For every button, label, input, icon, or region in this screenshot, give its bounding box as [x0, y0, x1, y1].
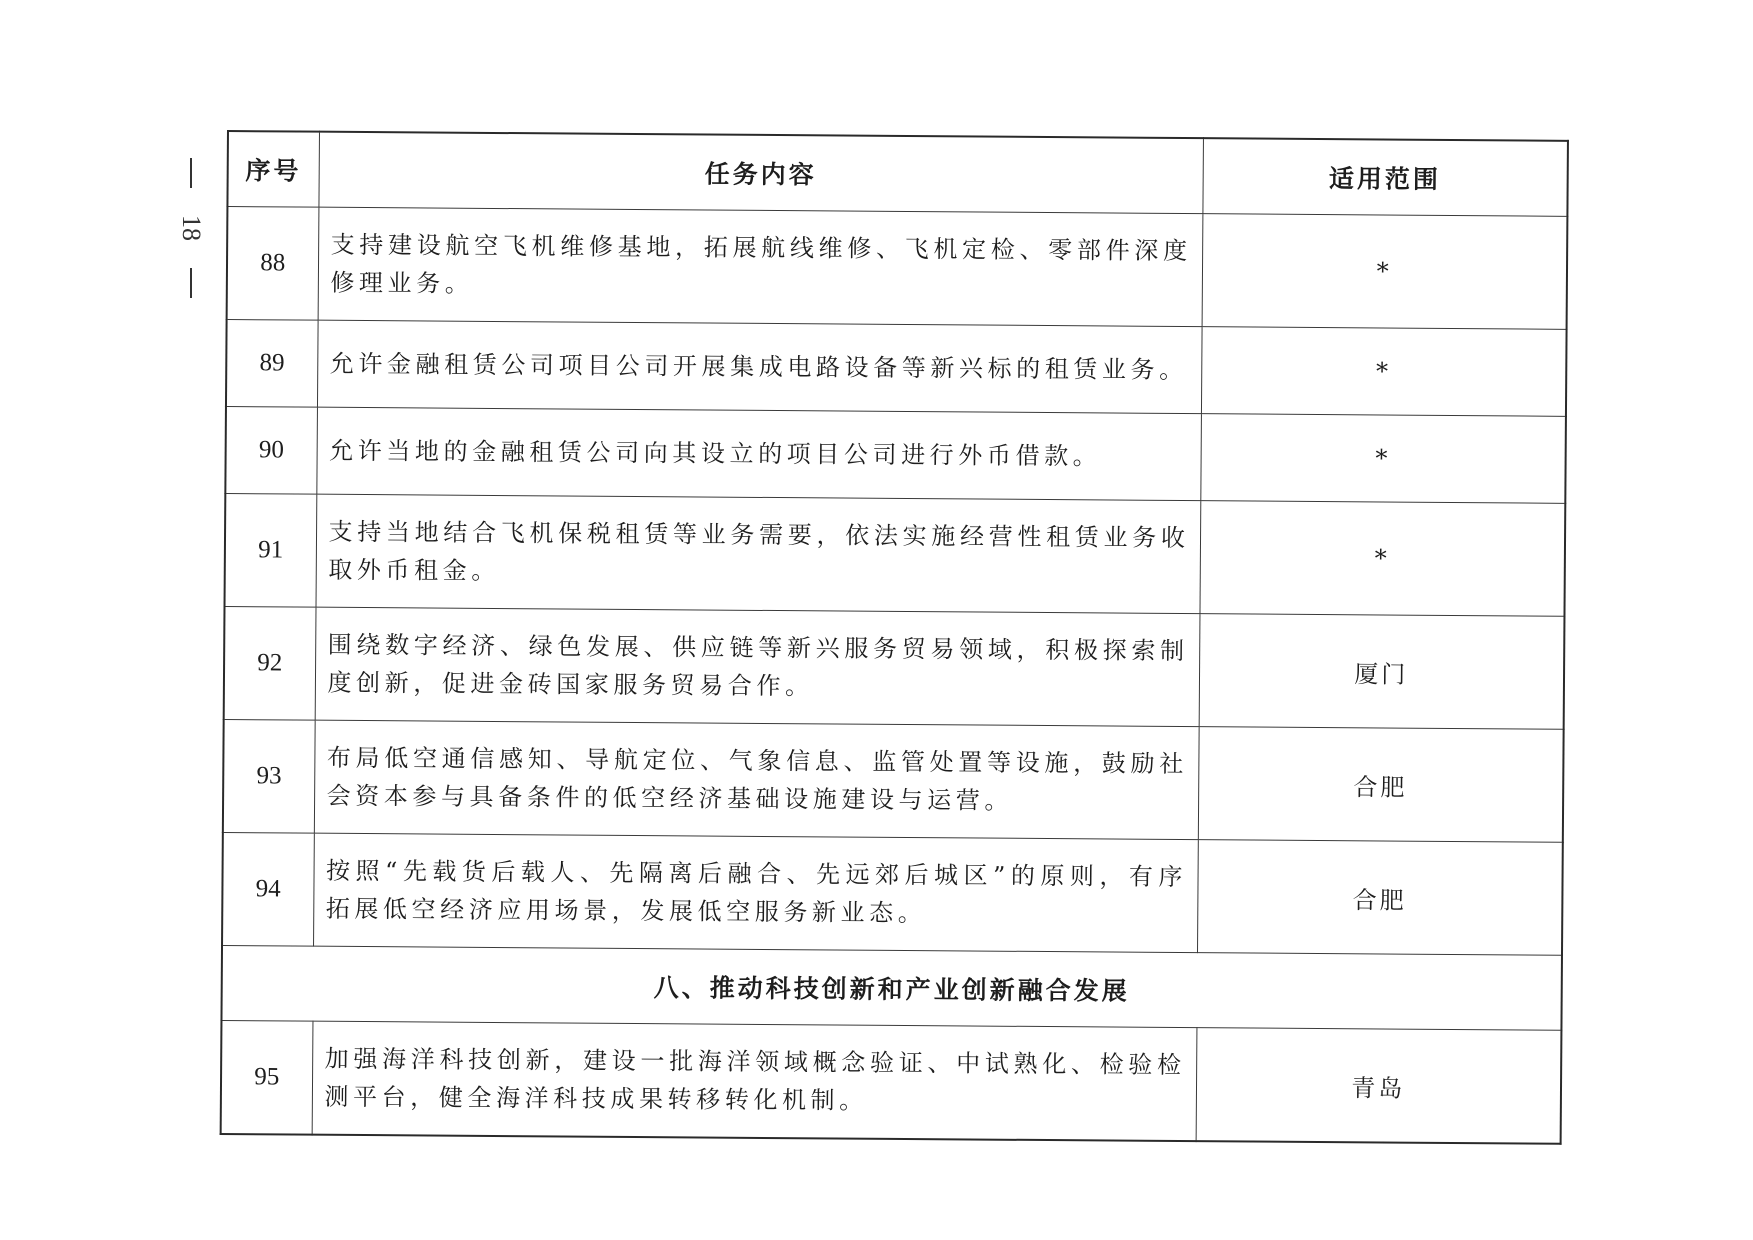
table-row [222, 832, 1563, 955]
row-task: 围绕数字经济、绿色发展、供应链等新兴服务贸易领域，积极探索制度创新，促进金砖国家服务贸易合作。 [315, 607, 1200, 726]
row-no: 91 [225, 493, 317, 607]
row-scope: * [1202, 214, 1568, 330]
row-scope: * [1201, 327, 1567, 417]
table-row [227, 207, 1568, 330]
row-task: 加强海洋科技创新，建设一批海洋领域概念验证、中试熟化、检验检测平台，健全海洋科技成果转移转化机制。 [312, 1021, 1197, 1141]
row-task: 支持当地结合飞机保税租赁等业务需要，依法实施经营性租赁业务收取外币租金。 [316, 494, 1201, 613]
table-header-row [227, 131, 1568, 216]
page-number-dash-top [190, 158, 192, 188]
page-number [176, 158, 206, 298]
header-no: 序号 [227, 131, 319, 207]
table-row [225, 406, 1566, 503]
row-scope: * [1199, 501, 1565, 617]
header-scope: 适用范围 [1202, 138, 1568, 216]
section-heading-row [221, 945, 1562, 1030]
row-no: 94 [222, 832, 314, 946]
row-no: 92 [224, 606, 316, 720]
page-number-dash-bottom [190, 268, 192, 298]
row-task: 允许当地的金融租赁公司向其设立的项目公司进行外币借款。 [316, 407, 1201, 500]
row-scope: 合肥 [1198, 727, 1564, 843]
row-no: 89 [226, 320, 318, 408]
row-scope: 合肥 [1197, 840, 1563, 956]
row-no: 88 [227, 207, 319, 321]
row-task: 支持建设航空飞机维修基地，拓展航线维修、飞机定检、零部件深度修理业务。 [318, 207, 1203, 326]
row-task: 布局低空通信感知、导航定位、气象信息、监管处置等设施，鼓励社会资本参与具备条件的低空经济基础设施建设与运营。 [314, 720, 1199, 839]
header-task: 任务内容 [318, 132, 1203, 214]
task-table-wrapper [220, 130, 1567, 1145]
table-row [225, 493, 1566, 616]
table-row [224, 606, 1565, 729]
row-no: 90 [225, 406, 317, 494]
row-scope: 厦门 [1199, 614, 1565, 730]
row-no: 95 [221, 1020, 313, 1134]
table-row [223, 719, 1564, 842]
row-no: 93 [223, 719, 315, 833]
row-task: 按照“先载货后载人、先隔离后融合、先远郊后城区”的原则，有序拓展低空经济应用场景，发展低空服务新业态。 [313, 833, 1198, 952]
row-scope: * [1200, 414, 1566, 504]
row-task: 允许金融租赁公司项目公司开展集成电路设备等新兴标的租赁业务。 [317, 320, 1202, 413]
table-row [226, 320, 1567, 417]
page-number-value: 18 [177, 215, 206, 241]
row-scope: 青岛 [1196, 1028, 1562, 1144]
section-title: 八、推动科技创新和产业创新融合发展 [221, 945, 1562, 1030]
task-table [220, 130, 1569, 1145]
table-row [221, 1020, 1562, 1143]
